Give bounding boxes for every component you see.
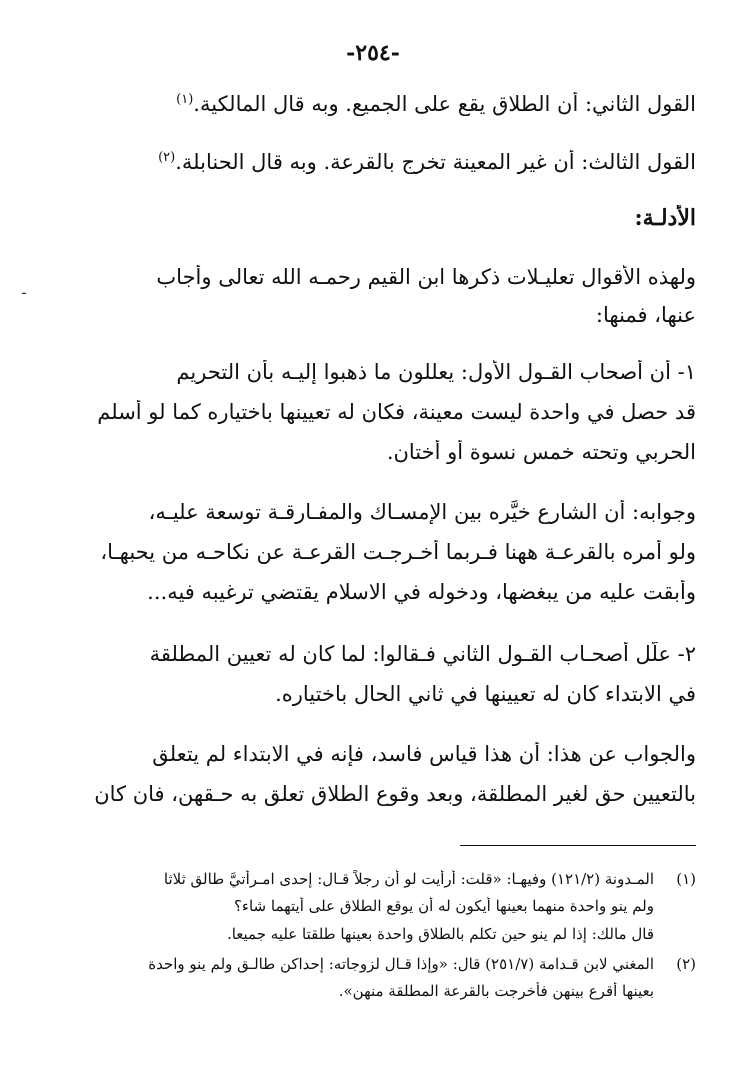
- paragraph-line: قد حصل في واحدة ليست معينة، فكان له تعيينها باختياره كما لو أسلم: [97, 400, 696, 424]
- paragraph-line: والجواب عن هذا: أن هذا قياس فاسد، فإنه في الابتداء لم يتعلق: [152, 742, 696, 766]
- section-heading: الأدلـة:: [634, 205, 696, 231]
- line-text: القول الثالث: أن غير المعينة تخرج بالقرعة. وبه قال الحنابلة.: [175, 150, 696, 174]
- paragraph-line: ١- أن أصحاب القـول الأول: يعللون ما ذهبوا إليـه بأن التحريم: [176, 360, 696, 384]
- line-text: القول الثاني: أن الطلاق يقع على الجميع. وبه قال المالكية.: [193, 92, 696, 116]
- margin-mark: ـ: [22, 282, 27, 298]
- footnote-2-line: بعينها أقرع بينهن فأخرجت بالقرعة المطلقة منهن».: [338, 982, 654, 1000]
- footnote-ref-1[interactable]: (١): [176, 92, 194, 107]
- page-number: -٢٥٤-: [346, 40, 400, 66]
- footnote-number: (٢): [676, 955, 696, 973]
- paragraph-line: الحربي وتحته خمس نسوة أو أختان.: [386, 440, 696, 464]
- paragraph-line: بالتعيين حق لغير المطلقة، وبعد وقوع الطلاق تعلق به حـقهن، فان كان: [94, 782, 696, 806]
- paragraph-line: في الابتداء كان له تعيينها في ثاني الحال باختياره.: [275, 682, 696, 706]
- paragraph-line: وأبقت عليه من يبغضها، ودخوله في الاسلام يقتضي ترغيبه فيه...: [147, 580, 696, 604]
- footnote-1-line: قال مالك: إذا لم ينو حين تكلم بالطلاق واحدة بعينها طلقتا عليه جميعا.: [226, 925, 654, 943]
- paragraph-line: عنها، فمنها:: [595, 303, 696, 327]
- paragraph-line: ولو أمره بالقرعـة ههنا فـربما أخـرجـت القرعـة عن نكاحـه من يحبهـا،: [100, 540, 696, 564]
- footnote-1-line: [40, 870, 696, 888]
- footnote-separator: [460, 845, 696, 846]
- text-line-qawl-thani: [40, 92, 696, 116]
- footnote-ref-2[interactable]: (٢): [158, 150, 176, 165]
- paragraph-line: ٢- علّل أصحـاب القـول الثاني فـقالوا: لما كان له تعيين المطلقة: [149, 642, 696, 666]
- paragraph-line: وجوابه: أن الشارع خيَّره بين الإمسـاك والمفـارقـة توسعة عليـه،: [148, 500, 696, 524]
- footnote-number: (١): [676, 870, 696, 888]
- footnote-2-line: [40, 955, 696, 973]
- text-line-qawl-thalith: [40, 150, 696, 174]
- paragraph-line: ولهذه الأقوال تعليـلات ذكرها ابن القيم رحمـه الله تعالى وأجاب: [156, 265, 696, 289]
- footnote-text: المـدونة (١٢١/٢) وفيهـا: «قلت: أرأيت لو أن رجلاً قـال: إحدى امـرأتيَّ طالق ثلاثا: [163, 870, 654, 888]
- footnote-text: المغني لابن قـدامة (٢٥١/٧) قال: «وإذا قـال لزوجاته: إحداكن طالـق ولم ينو واحدة: [148, 955, 654, 973]
- footnote-1-line: ولم ينو واحدة منهما بعينها أيكون له أن يوقع الطلاق على أيتهما شاء؟: [233, 897, 654, 915]
